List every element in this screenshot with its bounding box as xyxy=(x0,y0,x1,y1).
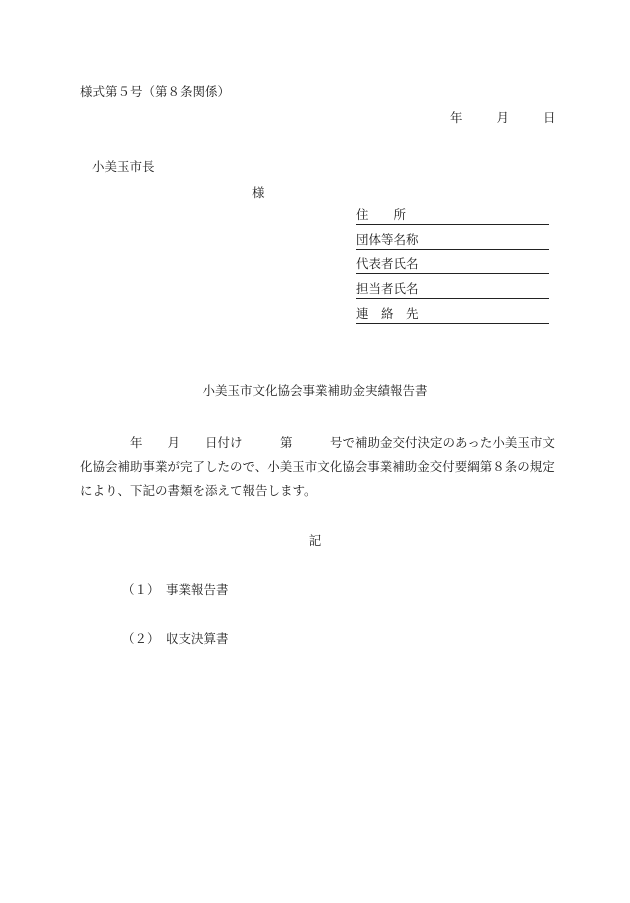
attachment-item xyxy=(122,580,229,598)
contact-person-label: 担当者氏名 xyxy=(356,281,419,296)
attachment-item xyxy=(122,629,229,647)
recipient: 小美玉市長 xyxy=(92,159,155,174)
contact-info-label: 連 絡 先 xyxy=(356,306,419,321)
item-number: （１） xyxy=(122,582,160,597)
document-title: 小美玉市文化協会事業補助金実績報告書 xyxy=(202,383,428,398)
honorific: 様 xyxy=(252,185,265,200)
representative-name-label: 代表者氏名 xyxy=(356,256,419,271)
date-day: 日 xyxy=(542,110,556,125)
ki-heading: 記 xyxy=(308,533,322,548)
contact-info-field[interactable] xyxy=(356,304,549,324)
date-month: 月 xyxy=(496,110,509,125)
item-number: （２） xyxy=(122,631,160,646)
item-label: 事業報告書 xyxy=(166,582,229,597)
item-label: 収支決算書 xyxy=(166,631,229,646)
organization-name-label: 団体等名称 xyxy=(356,232,419,247)
address-label: 住 所 xyxy=(356,207,407,222)
body-line-2: 化協会補助事業が完了したので、小美玉市文化協会事業補助金交付要綱第８条の規定 xyxy=(80,459,555,474)
contact-person-field[interactable] xyxy=(356,279,549,299)
date-year: 年 xyxy=(450,110,463,125)
body-paragraph xyxy=(80,431,555,503)
form-number: 様式第５号（第８条関係） xyxy=(80,84,231,99)
body-line-1: 年 月 日付け 第 号で補助金交付決定のあった小美玉市文 xyxy=(80,435,555,450)
address-field[interactable] xyxy=(356,205,549,225)
representative-name-field[interactable] xyxy=(356,254,549,274)
organization-name-field[interactable] xyxy=(356,230,549,250)
date-line xyxy=(450,108,555,126)
body-line-3: により、下記の書類を添えて報告します。 xyxy=(80,483,317,498)
